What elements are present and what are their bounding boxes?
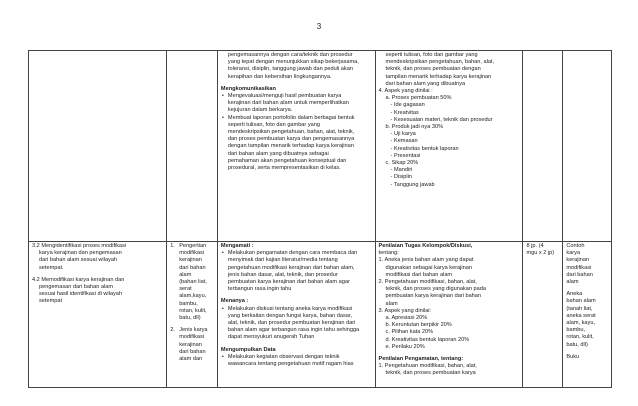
activities-cell — [217, 51, 375, 242]
section-heading-cont: tentang: — [378, 250, 399, 257]
text-line: kerapihan dan kebersihan lingkungannya. — [227, 73, 332, 80]
text-line: mendeskripsikan pengetahuan, bahan, alat, — [385, 59, 495, 66]
list-item: - Kesesuaian materi, teknik dan prosedur — [390, 116, 493, 123]
materi-item: 1. Pengertian modifikasi kerajinan dari bahan alam (bahan liat, serat alam,kayu, bambu, rotan, kulit, batu, dll) — [170, 243, 207, 322]
kd-cell — [29, 242, 167, 388]
table-row — [29, 51, 612, 242]
text-line: yang tepat dengan menunjukkan sikap bekerjasama, — [227, 59, 359, 66]
text-line: pengemasannya dengan cara/teknik dan prosedur — [227, 52, 353, 58]
page-number: 3 — [316, 22, 322, 31]
kd-item: 3.2 Mengidentifikasi proses modifikasi karya kerajinan dan pengemasan dari bahan alam sesuai wilayah setempat. — [32, 243, 127, 271]
list-item: - Presentasi — [390, 152, 421, 159]
bullet-item: • Membuat laporan portofolio dalam berbagai bentuk seperti tulisan, foto dan gambar yang mendeskripsikan pengetahuan, bahan, alat, teknik, dan proses pembuatan karya dan pengemasannya dengan tampilan menarik terhadap karya kerajinan dari bahan alam yang dibuatnya sebagai pemahaman akan pengetahuan konseptual dan prosedural, serta mempresentasikan di kelas. — [228, 115, 372, 173]
bullet-item: • Melakukan kegiatan observasi dengan teknik wawancara tentang pengetahuan motif ragam hias — [228, 354, 372, 368]
list-item: c. Pilihan kata 20% — [385, 329, 434, 336]
aspect-b: b. Produk jadi nya 30% — [385, 124, 444, 131]
sources-cell — [563, 51, 612, 242]
materi-item: 2. Jenis karya modifikasi kerajinan dari bahan alam dan — [170, 327, 208, 363]
list-item: 2. Pengetahuan modifikasi, bahan, alat, teknik, dan proses yang digunakan pada pembuatan karya kerajinan dari bahan alam — [378, 279, 486, 307]
list-item: 1. Pengetahuan modifikasi, bahan, alat, teknik, dan proses pembuatan karya — [378, 363, 477, 377]
list-item: - Disiplin — [390, 174, 412, 181]
list-item: b. Keruntutan berpikir 20% — [385, 322, 452, 329]
text-line: seperti tulisan, foto dan gambar yang — [385, 52, 478, 58]
time-allocation: 8 jp. (4 mgu x 2 jp) — [526, 243, 555, 257]
sources-cell — [563, 242, 612, 388]
list-item: - Uji karya — [390, 131, 416, 138]
text-line: toleransi, disiplin, tanggung jawab dan peduli akan — [227, 66, 353, 73]
list-item: 1. Aneka jenis bahan alam yang dapat digunakan sebagai karya kerajinan modifikasi dari bahan alam — [378, 257, 474, 278]
time-cell — [523, 51, 563, 242]
table-row — [29, 242, 612, 388]
text-line: teknik, dan proses pembuatan dengan — [385, 66, 481, 73]
aspect-a: a. Proses pembuatan 50% — [385, 95, 452, 102]
section-heading: Mengkomunikasikan — [220, 85, 276, 92]
bullet-item: • Mengevaluasi/menguji hasil pembuatan karya kerajinan dari bahan alam untuk memperlihatkan kejujuran dalam berkarya. — [228, 93, 372, 115]
list-item: - Kreativitas bentuk laporan — [390, 145, 459, 152]
list-item: e. Perilaku 20% — [385, 343, 425, 350]
materi-cell — [167, 51, 218, 242]
section-heading: Penilaian Pengamatan, tentang: — [378, 356, 464, 363]
text-line: tampilan menarik terhadap karya kerajinan — [385, 73, 492, 80]
text-line: dari bahan alam yang dibuatnya — [385, 80, 466, 87]
list-item: d. Kreativitas bentuk laporan 20% — [385, 336, 470, 343]
section-heading: Mengamati : — [220, 243, 254, 249]
aspect-c: c. Sikap 20% — [385, 160, 419, 167]
assessment-cell — [375, 242, 523, 388]
list-item: 3. Aspek yang dinilai: — [378, 307, 432, 314]
list-item: - Ide gagasan — [390, 102, 425, 109]
list-item: - Tanggung jawab — [390, 181, 435, 188]
aspect-heading: 4. Aspek yang dinilai : — [378, 88, 433, 95]
kd-item: 4.2 Memodifikasi karya kerajinan dan pengemasan dari bahan alam sesuai hasil identifikasi di wilayah setempat — [32, 276, 125, 305]
list-item: - Mandiri — [390, 167, 413, 174]
list-item: - Kemasan — [390, 138, 418, 145]
kd-cell — [29, 51, 167, 242]
time-cell — [523, 242, 563, 388]
list-item: - Kreatvitas — [390, 109, 419, 116]
section-heading: Menanya : — [220, 298, 249, 305]
bullet-item: • Melakukan pengamatan dengan cara membaca dan menyimak dari kajian literatur/media tentang pengetahuan modifikasi kerajinan dari bahan alam, jenis bahan dasar, alat, teknik, dan prosedur pembuatan karya kerajinan dari bahan alam agar terbangun rasa ingin tahu — [228, 250, 372, 293]
sources-list: Contoh karya kerajinan modifikasi dari bahan alam Aneka bahan alam (tanah liat, aneka serat alam, kayu, bambu, rotan, kulit, batu, dll) Buku — [566, 243, 596, 360]
section-heading: Penilaian Tugas Kelompok/Diskusi, — [378, 243, 473, 249]
assessment-cell — [375, 51, 523, 242]
bullet-item: • Melakukan diskusi tentang aneka karya modifikasi yang berkaitan dengan fungsi karya, bahan dasar, alat, teknik, dan prosedur pembuatan kerajinan dari bahan alam agar terbangun rasa ingin tahu sehingga dapat mensyukuri anugerah Tuhan — [228, 306, 372, 342]
activities-cell — [217, 242, 375, 388]
section-heading: Mengumpulkan Data — [220, 346, 276, 353]
syllabus-table — [28, 50, 612, 388]
list-item: a. Apresiasi 20% — [385, 315, 428, 322]
materi-cell — [167, 242, 218, 388]
